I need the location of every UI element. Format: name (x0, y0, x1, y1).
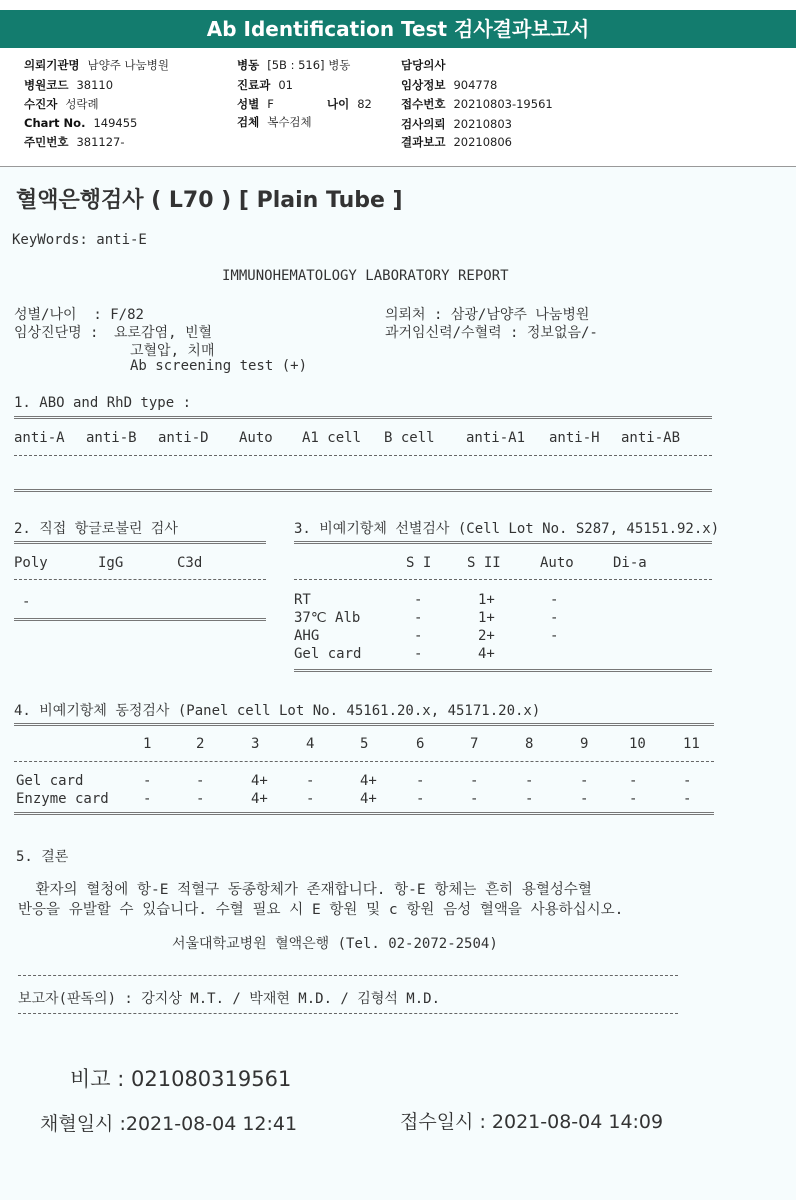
referrer: 의뢰처 : 삼광/남양주 나눔병원 (385, 307, 590, 323)
panel-cell: 4+ (251, 773, 268, 789)
panel-cell: - (525, 773, 534, 789)
screening-cell: 2+ (478, 628, 495, 644)
info-hospital-code: 병원코드 38110 (24, 78, 114, 92)
info-age: 나이 82 (327, 97, 372, 111)
panel-row-label: Enzyme card (16, 791, 109, 807)
section-conclusion-title: 5. 결론 (16, 849, 69, 865)
panel-header: 11 (683, 736, 700, 752)
panel-cell: - (683, 791, 692, 807)
info-department: 진료과 01 (237, 78, 293, 92)
info-sex: 성별 F (237, 97, 274, 111)
divider (14, 761, 714, 762)
panel-cell: - (196, 773, 205, 789)
screening-row-label: RT (294, 592, 311, 608)
divider (14, 416, 712, 419)
screening-cell: - (550, 628, 559, 644)
abo-header: anti-A1 (466, 430, 526, 446)
panel-cell: - (525, 791, 534, 807)
panel-header: 3 (251, 736, 260, 752)
blood-bank-contact: 서울대학교병원 혈액은행 (Tel. 02-2072-2504) (172, 936, 498, 952)
dat-header: IgG (98, 555, 124, 571)
dat-header: C3d (177, 555, 203, 571)
divider (294, 669, 712, 672)
dat-value: - (22, 594, 31, 610)
divider (294, 579, 712, 580)
diagnosis-line: 요로감염, 빈혈 (114, 325, 213, 341)
transfusion-history: 과거임신력/수혈력 : 정보없음/- (385, 325, 598, 341)
conclusion-line: 환자의 혈청에 항-E 적혈구 동종항체가 존재합니다. 항-E 항체는 흔히 용혈성수혈 (18, 882, 592, 898)
panel-cell: - (196, 791, 205, 807)
dat-header: Poly (14, 555, 48, 571)
abo-header: anti-B (86, 430, 137, 446)
panel-cell: 4+ (251, 791, 268, 807)
sex-age: 성별/나이 : F/82 (14, 307, 144, 323)
panel-cell: 4+ (360, 791, 377, 807)
panel-cell: - (683, 773, 692, 789)
divider (14, 455, 712, 456)
panel-header: 4 (306, 736, 315, 752)
panel-cell: - (470, 773, 479, 789)
patient-info-block (0, 48, 796, 167)
divider (18, 1013, 678, 1014)
section-panel-title: 4. 비예기항체 동정검사 (Panel cell Lot No. 45161.20.x, 45171.20.x) (14, 703, 541, 719)
abo-header: anti-D (158, 430, 209, 446)
report-header-title: Ab Identification Test 검사결과보고서 (0, 10, 796, 48)
report-title: 혈액은행검사 ( L70 ) [ Plain Tube ] (16, 188, 403, 213)
info-hospital: 의뢰기관명 남양주 나눔병원 (24, 58, 169, 72)
screening-cell: 4+ (478, 646, 495, 662)
panel-cell: - (143, 773, 152, 789)
info-chart-no: Chart No. 149455 (24, 116, 138, 130)
screening-row-label: 37℃ Alb (294, 610, 361, 626)
lab-report-title: IMMUNOHEMATOLOGY LABORATORY REPORT (222, 268, 509, 284)
screening-cell: 1+ (478, 592, 495, 608)
panel-cell: - (580, 773, 589, 789)
screening-cell: - (550, 592, 559, 608)
info-receipt-no: 접수번호 20210803-19561 (401, 97, 553, 111)
note-line: 비고 : 021080319561 (70, 1067, 292, 1091)
reporter-line: 보고자(판독의) : 강지상 M.T. / 박재현 M.D. / 김형석 M.D. (18, 991, 441, 1007)
divider (14, 579, 266, 580)
info-report-date: 결과보고 20210806 (401, 135, 512, 149)
divider (14, 723, 714, 726)
info-clinical: 임상정보 904778 (401, 78, 498, 92)
diagnosis-line: 고혈압, 치매 (130, 343, 215, 359)
section-screening-title: 3. 비예기항체 선별검사 (Cell Lot No. S287, 45151.92.x) (294, 521, 720, 537)
screening-header: Auto (540, 555, 574, 571)
divider (14, 618, 266, 621)
diagnosis-line: Ab screening test (+) (130, 358, 308, 374)
diagnosis-label: 임상진단명 : (14, 325, 107, 341)
panel-cell: - (470, 791, 479, 807)
abo-header: B cell (384, 430, 435, 446)
panel-header: 9 (580, 736, 589, 752)
panel-cell: - (629, 791, 638, 807)
abo-header: anti-H (549, 430, 600, 446)
panel-header: 7 (470, 736, 479, 752)
panel-header: 6 (416, 736, 425, 752)
screening-cell: - (550, 610, 559, 626)
report-body (0, 167, 796, 1200)
abo-header: anti-AB (621, 430, 681, 446)
screening-cell: - (414, 646, 423, 662)
panel-cell: - (306, 773, 315, 789)
info-ward: 병동 [5B : 516] 병동 (237, 58, 351, 72)
panel-cell: 4+ (360, 773, 377, 789)
panel-header: 8 (525, 736, 534, 752)
divider (18, 975, 678, 976)
keywords: KeyWords: anti-E (12, 232, 147, 248)
screening-cell: 1+ (478, 610, 495, 626)
divider (294, 541, 712, 544)
collection-datetime: 채혈일시 :2021-08-04 12:41 (40, 1113, 298, 1135)
divider (14, 812, 714, 815)
info-resident-no: 주민번호 381127- (24, 135, 125, 149)
abo-header: Auto (239, 430, 273, 446)
info-specimen: 검체 복수검체 (237, 115, 312, 129)
screening-row-label: Gel card (294, 646, 362, 662)
panel-cell: - (416, 773, 425, 789)
panel-cell: - (416, 791, 425, 807)
divider (14, 541, 266, 544)
panel-cell: - (143, 791, 152, 807)
info-doctor: 담당의사 (401, 58, 446, 72)
screening-cell: - (414, 592, 423, 608)
abo-header: anti-A (14, 430, 65, 446)
screening-row-label: AHG (294, 628, 320, 644)
panel-cell: - (306, 791, 315, 807)
info-request-date: 검사의뢰 20210803 (401, 117, 512, 131)
section-dat-title: 2. 직접 항글로불린 검사 (14, 521, 178, 537)
abo-header: A1 cell (302, 430, 362, 446)
panel-header: 10 (629, 736, 646, 752)
panel-header: 5 (360, 736, 369, 752)
section-abo-title: 1. ABO and RhD type : (14, 395, 192, 411)
screening-cell: - (414, 610, 423, 626)
info-patient: 수진자 성락례 (24, 97, 99, 111)
screening-header: Di-a (613, 555, 647, 571)
panel-cell: - (629, 773, 638, 789)
receipt-datetime: 접수일시 : 2021-08-04 14:09 (400, 1111, 664, 1133)
panel-cell: - (580, 791, 589, 807)
screening-header: S I (406, 555, 432, 571)
panel-header: 2 (196, 736, 205, 752)
divider (14, 489, 712, 492)
conclusion-line: 반응을 유발할 수 있습니다. 수혈 필요 시 E 항원 및 c 항원 음성 혈액을 사용하십시오. (18, 902, 624, 918)
screening-cell: - (414, 628, 423, 644)
screening-header: S II (467, 555, 501, 571)
panel-row-label: Gel card (16, 773, 84, 789)
panel-header: 1 (143, 736, 152, 752)
